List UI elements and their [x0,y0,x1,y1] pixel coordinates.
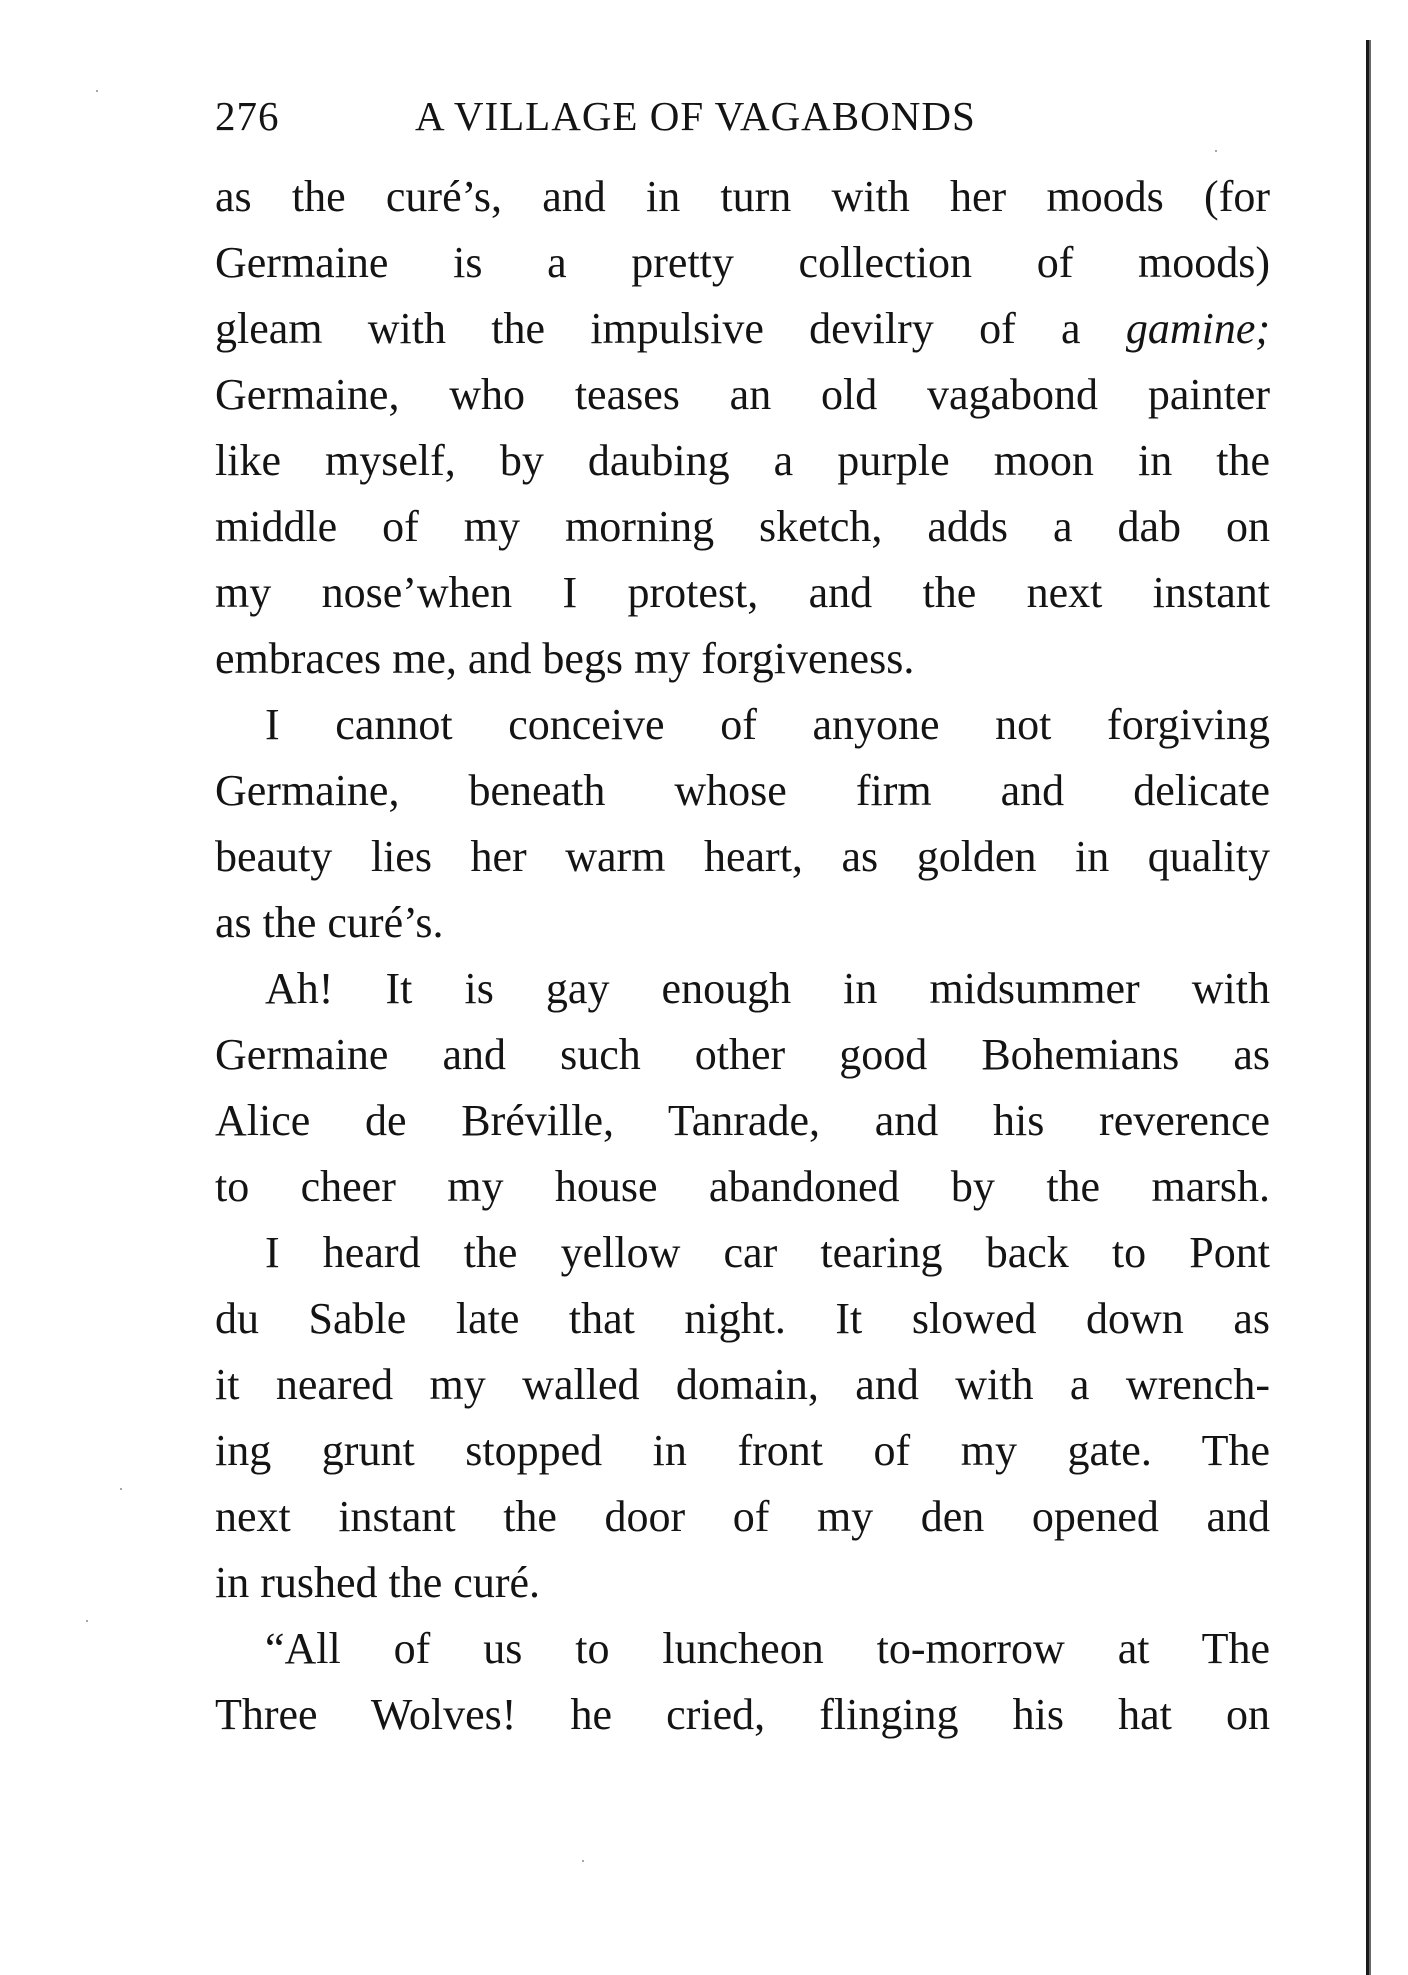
page-header [215,92,1270,142]
text-line: “All of us to luncheon to-morrow at The [265,1624,1270,1673]
text-line: as the curé’s, and in turn with her moods (for [215,172,1270,221]
running-head: A VILLAGE OF VAGABONDS [415,93,976,139]
text-line: as the curé’s. [215,898,444,947]
paper-speck [582,1860,584,1862]
paper-speck [120,1488,122,1490]
text-line: Alice de Bréville, Tanrade, and his reverence [215,1096,1270,1145]
paper-speck [86,1620,88,1622]
text-line: in rushed the curé. [215,1558,540,1607]
text-line: I heard the yellow car tearing back to Pont [265,1228,1270,1277]
body-text [215,164,1270,1748]
text-line: Germaine and such other good Bohemians as [215,1030,1270,1079]
text-line: Three Wolves! he cried, flinging his hat on [215,1690,1270,1739]
text-line: du Sable late that night. It slowed down as [215,1294,1270,1343]
page-number: 276 [215,93,280,139]
text-line: embraces me, and begs my forgiveness. [215,634,915,683]
text-line: Ah! It is gay enough in midsummer with [265,964,1270,1013]
text-line: like myself, by daubing a purple moon in the [215,436,1270,485]
text-line: next instant the door of my den opened and [215,1492,1270,1541]
paper-speck [1215,150,1217,152]
text-line [215,296,1270,362]
text-line: Germaine, beneath whose firm and delicate [215,766,1270,815]
text-line-main: gleam with the impulsive devilry of a [215,304,1081,353]
text-line: I cannot conceive of anyone not forgiving [265,700,1270,749]
text-line: beauty lies her warm heart, as golden in quality [215,832,1270,881]
italic-word: gamine; [1125,304,1270,353]
paper-speck [96,90,98,92]
page-edge-shadow [1369,40,1371,1975]
text-line: it neared my walled domain, and with a wrench- [215,1360,1270,1409]
text-line: ing grunt stopped in front of my gate. The [215,1426,1270,1475]
text-line: Germaine is a pretty collection of moods) [215,238,1270,287]
text-line: my nose’when I protest, and the next instant [215,568,1270,617]
text-line: middle of my morning sketch, adds a dab on [215,502,1270,551]
text-line: to cheer my house abandoned by the marsh. [215,1162,1270,1211]
text-line: Germaine, who teases an old vagabond painter [215,370,1270,419]
